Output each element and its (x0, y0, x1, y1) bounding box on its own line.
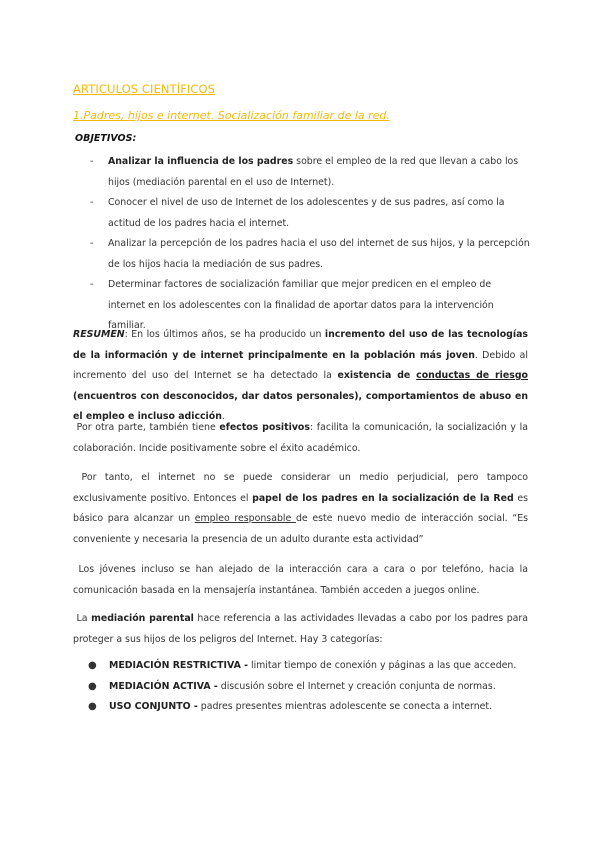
positivos-text: Por otra parte, también tiene (76, 422, 220, 433)
objetivo-bold: Analizar la influencia de los padres (108, 156, 294, 167)
categoria-text: padres presentes mientras adolescente se conecta a internet. (197, 701, 493, 712)
categoria-item (88, 697, 518, 718)
resumen-label: RESUMEN (73, 329, 125, 340)
objetivos-list (90, 152, 530, 337)
dash-bullet: - (90, 156, 94, 167)
resumen-bold: (encuentros con desconocidos, dar datos personales), comportamientos de abuso en el empleo e incluso adicción (73, 390, 528, 422)
resumen-bold: existencia de (337, 370, 417, 381)
mediacion-text: La (76, 613, 92, 624)
objetivo-item (90, 152, 530, 193)
resumen-colon: : (124, 329, 128, 340)
mediacion-paragraph (73, 609, 528, 650)
document-heading: ARTICULOS CIENTÍFICOS (73, 82, 216, 96)
portanto-text: es básico para alcanzar un (73, 492, 528, 524)
portanto-text: Por tanto, el internet no se puede considerar un medio perjudicial, pero tampoco exclusivamente positivo. Entonces el (73, 472, 528, 504)
objetivo-text: Determinar factores de socialización familiar que mejor predicen en el empleo de internet en los adolescentes con la finalidad de aportar datos para la intervención familiar. (108, 279, 494, 331)
article-title: 1.Padres, hijos e internet. Socialización familiar de la red. (73, 109, 390, 122)
positivos-paragraph (73, 418, 528, 459)
resumen-paragraph (73, 325, 528, 428)
categoria-item (88, 677, 518, 698)
empleo-responsable: empleo responsable (194, 513, 296, 524)
categoria-bold: MEDIACIÓN RESTRICTIVA - (109, 660, 248, 671)
jovenes-paragraph (73, 560, 528, 601)
categorias-list (88, 656, 518, 718)
jovenes-text: Los jóvenes incluso se han alejado de la interacción cara a cara o por telefóno, hacia la comunicación basada en la mensajería instantánea. También acceden a juegos online. (73, 564, 529, 596)
resumen-text: En los últimos años, se ha producido un (127, 329, 325, 340)
dash-bullet: - (90, 197, 94, 208)
resumen-text: . (221, 411, 225, 422)
categoria-text: limitar tiempo de conexión y páginas a las que acceden. (247, 660, 517, 671)
resumen-text: . Debido al incremento del uso del Internet se ha detectado la (73, 349, 528, 381)
mediacion-text: hace referencia a las actividades llevadas a cabo por los padres para proteger a sus hijos de los peligros del Internet. Hay 3 categorías: (73, 613, 529, 645)
objetivo-text: Conocer el nivel de uso de Internet de los adolescentes y de sus padres, así como la actitud de los padres hacia el internet. (108, 197, 505, 229)
bullet-icon: ● (88, 680, 97, 692)
portanto-text: de este nuevo medio de interacción social. “Es conveniente y necesaria la presencia de un adulto durante esta actividad” (73, 513, 529, 545)
categoria-bold: USO CONJUNTO - (109, 701, 198, 712)
conductas-riesgo: conductas de riesgo (416, 370, 528, 381)
objetivo-item (90, 234, 530, 275)
bullet-icon: ● (88, 660, 97, 671)
mediacion-bold: mediación parental (91, 613, 194, 624)
dash-bullet: - (90, 279, 94, 290)
bullet-icon: ● (88, 701, 97, 712)
objetivo-text: Analizar la percepción de los padres hacia el uso del internet de sus hijos, y la percepción de los hijos hacia la mediación de sus padres. (108, 238, 530, 270)
categoria-bold: MEDIACIÓN ACTIVA - (109, 680, 218, 692)
categoria-text: discusión sobre el Internet y creación conjunta de normas. (217, 680, 496, 692)
resumen-bold: incremento del uso de las tecnologías de la información y de internet principalmente en la población más joven (73, 329, 528, 361)
portanto-paragraph (73, 468, 528, 550)
objetivo-text: sobre el empleo de la red que llevan a cabo los hijos (mediación parental en el uso de Internet). (108, 156, 519, 188)
objetivo-item (90, 193, 530, 234)
objetivos-label: OBJETIVOS: (75, 133, 137, 144)
positivos-bold: efectos positivos (219, 422, 310, 433)
categoria-item (88, 656, 518, 677)
portanto-bold: papel de los padres en la socialización de la Red (252, 492, 514, 504)
dash-bullet: - (90, 238, 94, 249)
positivos-text: : facilita la comunicación, la socialización y la colaboración. Incide positivamente sobre el éxito académico. (73, 422, 528, 454)
